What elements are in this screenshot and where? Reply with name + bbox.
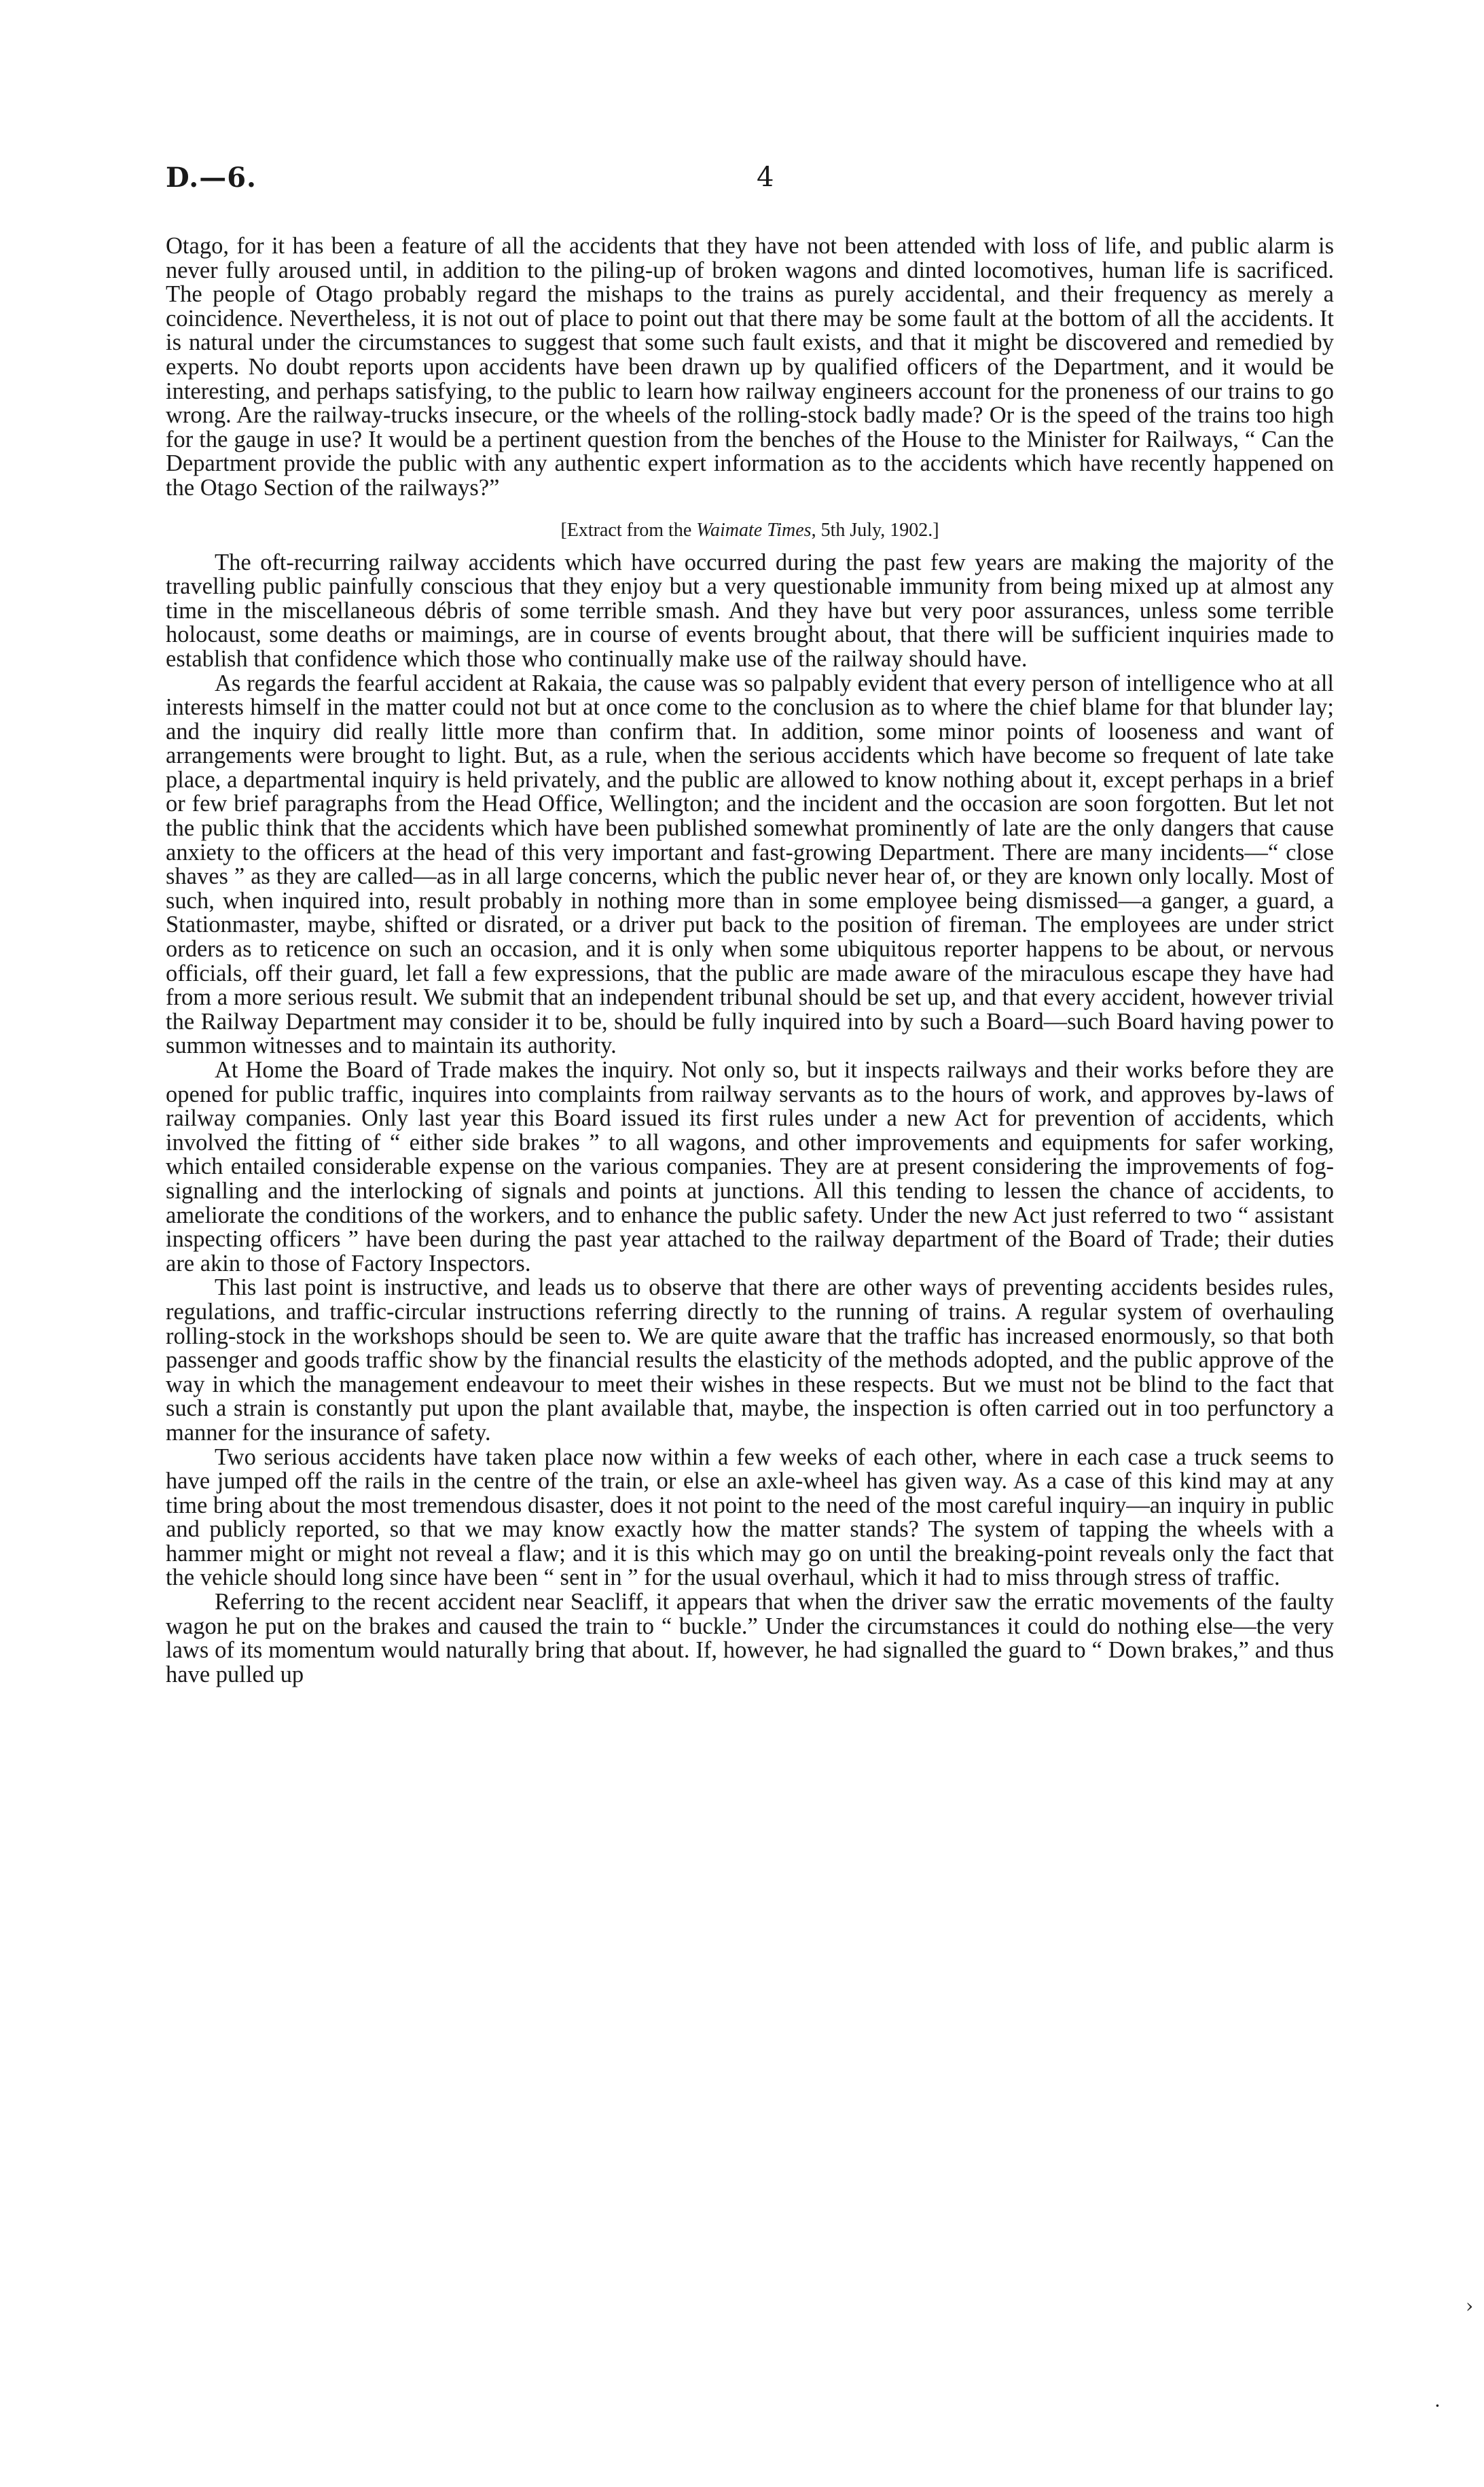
margin-mark-right: › [1466,2295,1474,2317]
page-header [166,162,1334,209]
paragraph-5: Two serious accidents have taken place now within a few weeks of each other, where in each case a truck seems to have jumped off the rails in the centre of the train, or else an axle-wheel has given way. As a case of this kind may at any time bring about the most tremendous disaster, does it not point to the need of the most careful inquiry—an inquiry in public and publicly reported, so that we may know exactly how the matter stands? The system of tapping the wheels with a hammer might or might not reveal a flaw; and it is this which may go on until the breaking-point reveals only the fact that the vehicle should long since have been “ sent in ” for the usual overhaul, which it had to miss through stress of traffic. [166,1444,1334,1591]
paragraph-1: The oft-recurring railway accidents which have occurred during the past few years are making the majority of the travelling public painfully conscious that they enjoy but a very questionable immunity from being mixed up at almost any time in the miscellaneous débris of some terrible smash. And they have but very poor assurances, unless some terrible holocaust, some deaths or maimings, are in course of events brought about, that there will be sufficient inquiries made to establish that confidence which those who continually make use of the railway should have. [166,549,1334,672]
opening-paragraph: Otago, for it has been a feature of all the accidents that they have not been attended with loss of life, and public alarm is never fully aroused until, in addition to the piling-up of broken wagons and dinted locomotives, human life is sacrificed. The people of Otago probably regard the mishaps to the trains as purely accidental, and their frequency as merely a coincidence. Nevertheless, it is not out of place to point out that there may be some fault at the bottom of all the accidents. It is natural under the circumstances to suggest that some such fault exists, and that it might be discovered and remedied by experts. No doubt reports upon accidents have been drawn up by qualified officers of the Department, and it would be interesting, and perhaps satisfying, to the public to learn how railway engineers account for the proneness of our trains to go wrong. Are the railway-trucks insecure, or the wheels of the rolling-stock badly made? Or is the speed of the trains too high for the gauge in use? It would be a pertinent question from the benches of the House to the Minister for Railways, “ Can the Department provide the public with any authentic expert information as to the accidents which have recently happened on the Otago Section of the railways?” [166,233,1334,501]
document-body [166,234,1334,1687]
extract-newspaper: Waimate Times [696,519,812,541]
paragraph-6: Referring to the recent accident near Seacliff, it appears that when the driver saw the erratic movements of the faulty wagon he put on the brakes and caused the train to “ buckle.” Under the circumstances it could do nothing else—the very laws of its momentum would naturally bring that about. If, however, he had signalled the guard to “ Down brakes,” and thus have pulled up [166,1589,1334,1687]
margin-dot: · [1434,2395,1441,2417]
extract-suffix: , 5th July, 1902.] [811,519,939,541]
extract-heading [166,520,1334,541]
page-number: 4 [757,162,774,193]
paragraph-4: This last point is instructive, and leads us to observe that there are other ways of preventing accidents besides rules, regulations, and traffic-circular instructions referring directly to the running of trains. A regular system of overhauling rolling-stock in the workshops should be seen to. We are quite aware that the traffic has increased enormously, so that both passenger and goods traffic show by the financial results the elasticity of the methods adopted, and the public approve of the way in which the management endeavour to meet their wishes in these respects. But we must not be blind to the fact that such a strain is constantly put upon the plant available that, maybe, the inspection is often carried out in too perfunctory a manner for the insurance of safety. [166,1274,1334,1446]
document-reference: D.—6. [166,162,257,194]
paragraph-3: At Home the Board of Trade makes the inquiry. Not only so, but it inspects railways and their works before they are opened for public traffic, inquires into complaints from railway servants as to the hours of work, and approves by-laws of railway companies. Only last year this Board issued its first rules under a new Act for prevention of accidents, which involved the fitting of “ either side brakes ” to all wagons, and other improvements and equipments for safer working, which entailed considerable expense on the various companies. They are at present considering the improvements of fog-signalling and the interlocking of signals and points at junctions. All this tending to lessen the chance of accidents, to ameliorate the conditions of the workers, and to enhance the public safety. Under the new Act just referred to two “ assistant inspecting officers ” have been during the past year attached to the railway department of the Board of Trade; their duties are akin to those of Factory Inspectors. [166,1057,1334,1276]
extract-prefix: [Extract from the [560,519,697,541]
paragraph-2: As regards the fearful accident at Rakaia, the cause was so palpably evident that every person of intelligence who at all interests himself in the matter could not but at once come to the conclusion as to where the chief blame for that blunder lay; and the inquiry did really little more than confirm that. In addition, some minor points of looseness and want of arrangements were brought to light. But, as a rule, when the serious accidents which have become so frequent of late take place, a departmental inquiry is held privately, and the public are allowed to know nothing about it, except perhaps in a brief or few brief paragraphs from the Head Office, Wellington; and the incident and the occasion are soon forgotten. But let not the public think that the accidents which have been published somewhat prominently of late are the only dangers that cause anxiety to the officers at the head of this very important and fast-growing Department. There are many incidents—“ close shaves ” as they are called—as in all large concerns, which the public never hear of, or they are known only locally. Most of such, when inquired into, result probably in nothing more than in some employee being dismissed—a ganger, a guard, a Stationmaster, maybe, shifted or disrated, or a driver put back to the position of fireman. The employees are under strict orders as to reticence on such an occasion, and it is only when some ubiquitous reporter happens to be about, or nervous officials, off their guard, let fall a few expressions, that the public are made aware of the miraculous escape they have had from a more serious result. We submit that an independent tribunal should be set up, and that every accident, however trivial the Railway Department may consider it to be, should be fully inquired into by such a Board—such Board having power to summon witnesses and to maintain its authority. [166,670,1334,1059]
